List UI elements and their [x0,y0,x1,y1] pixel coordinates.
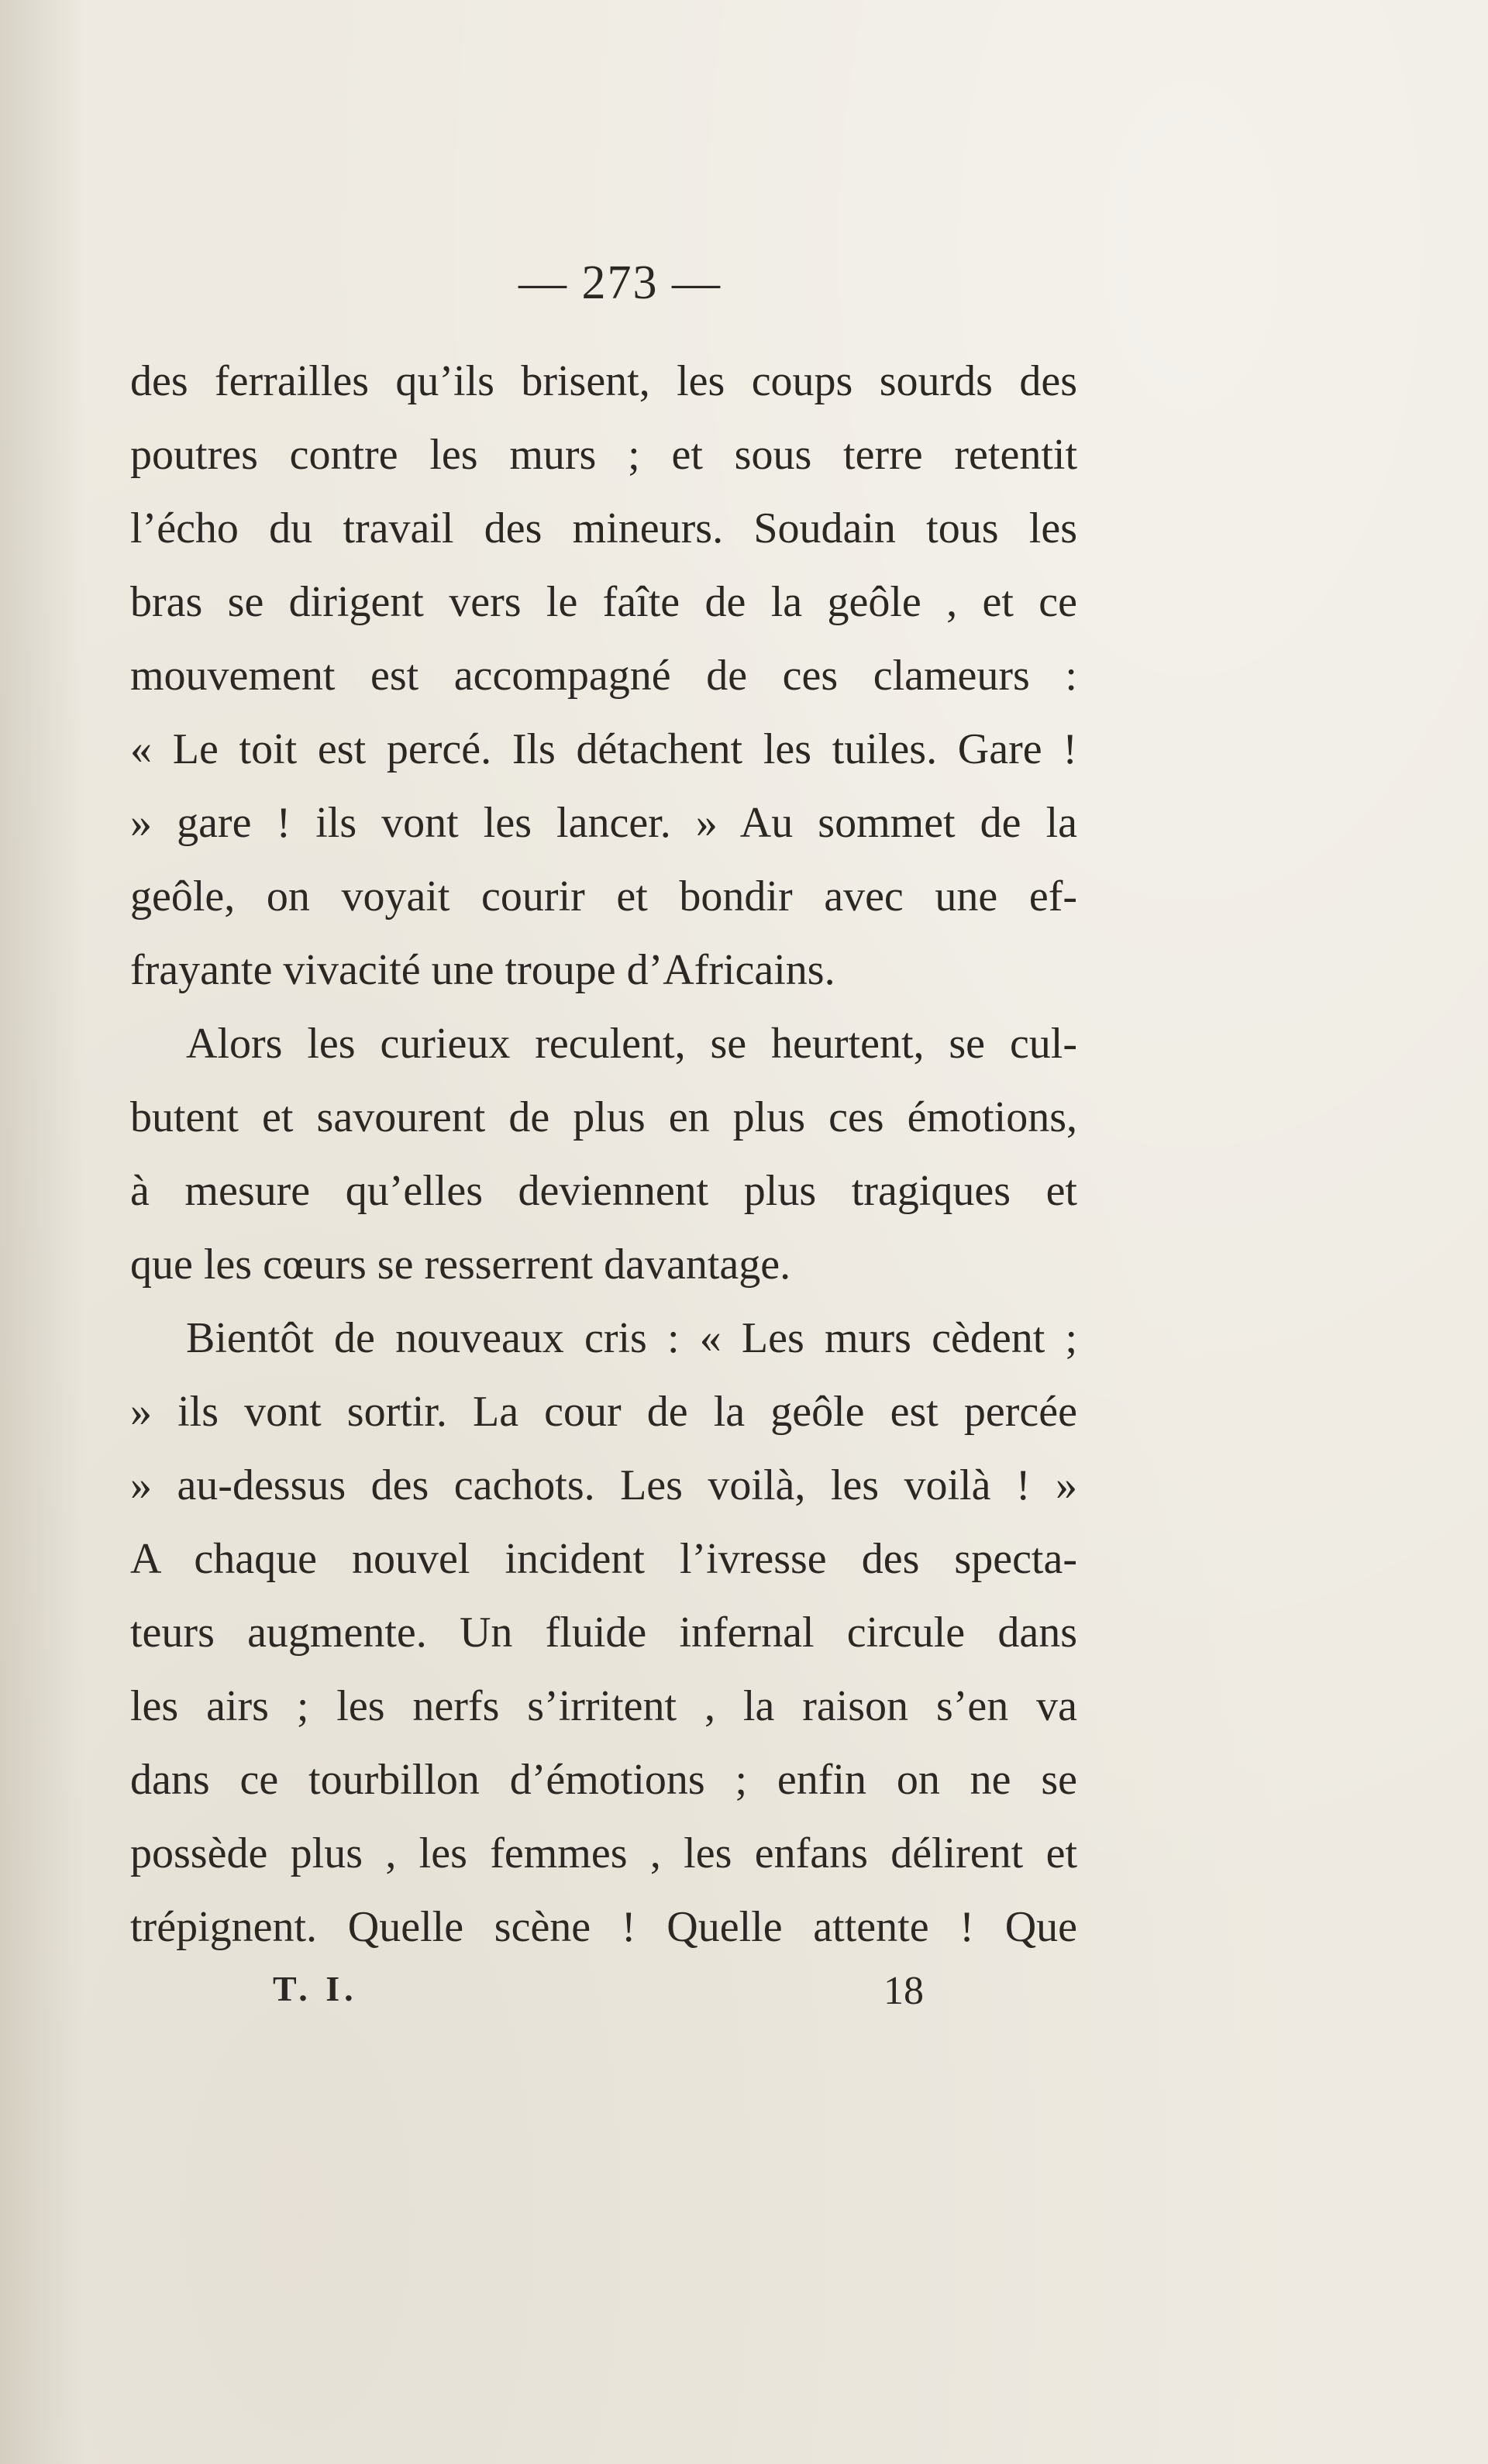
text-line: » ils vont sortir. La cour de la geôle est percée [130,1388,1077,1436]
text-line: frayante vivacité une troupe d’Africains. [130,946,835,994]
page-number: — 273 — [518,256,722,309]
text-line: les airs ; les nerfs s’irritent , la raison s’en va [130,1682,1077,1730]
page-footer [0,1968,1488,2030]
printer-signature: T. I. [273,1969,358,2008]
text-line: l’écho du travail des mineurs. Soudain tous les [130,504,1077,552]
sheet-number: 18 [884,1969,924,2013]
text-line: dans ce tourbillon d’émotions ; enfin on ne se [130,1756,1077,1804]
text-line: Alors les curieux reculent, se heurtent, se cul- [186,1020,1077,1068]
text-line: mouvement est accompagné de ces clameurs : [130,652,1077,700]
text-line: » gare ! ils vont les lancer. » Au sommet de la [130,799,1077,847]
text-line: A chaque nouvel incident l’ivresse des specta- [130,1535,1077,1583]
text-line: poutres contre les murs ; et sous terre retentit [130,431,1077,479]
text-line: que les cœurs se resserrent davantage. [130,1241,791,1289]
text-line: » au-dessus des cachots. Les voilà, les voilà ! » [130,1461,1077,1509]
text-line: des ferrailles qu’ils brisent, les coups sourds des [130,357,1077,405]
text-line: Bientôt de nouveaux cris : « Les murs cèdent ; [186,1314,1077,1362]
text-line: bras se dirigent vers le faîte de la geôle , et ce [130,578,1077,626]
text-line: trépignent. Quelle scène ! Quelle attente ! Que [130,1903,1077,1951]
text-line: teurs augmente. Un fluide infernal circule dans [130,1609,1077,1657]
text-line: « Le toit est percé. Ils détachent les tuiles. Gare ! [130,725,1077,773]
binding-shadow [0,0,85,2464]
text-line: geôle, on voyait courir et bondir avec une ef- [130,872,1077,921]
text-line: butent et savourent de plus en plus ces émotions, [130,1093,1077,1141]
text-line: possède plus , les femmes , les enfans délirent et [130,1829,1077,1877]
body-text [130,345,1077,1964]
text-line: à mesure qu’elles deviennent plus tragiques et [130,1167,1077,1215]
